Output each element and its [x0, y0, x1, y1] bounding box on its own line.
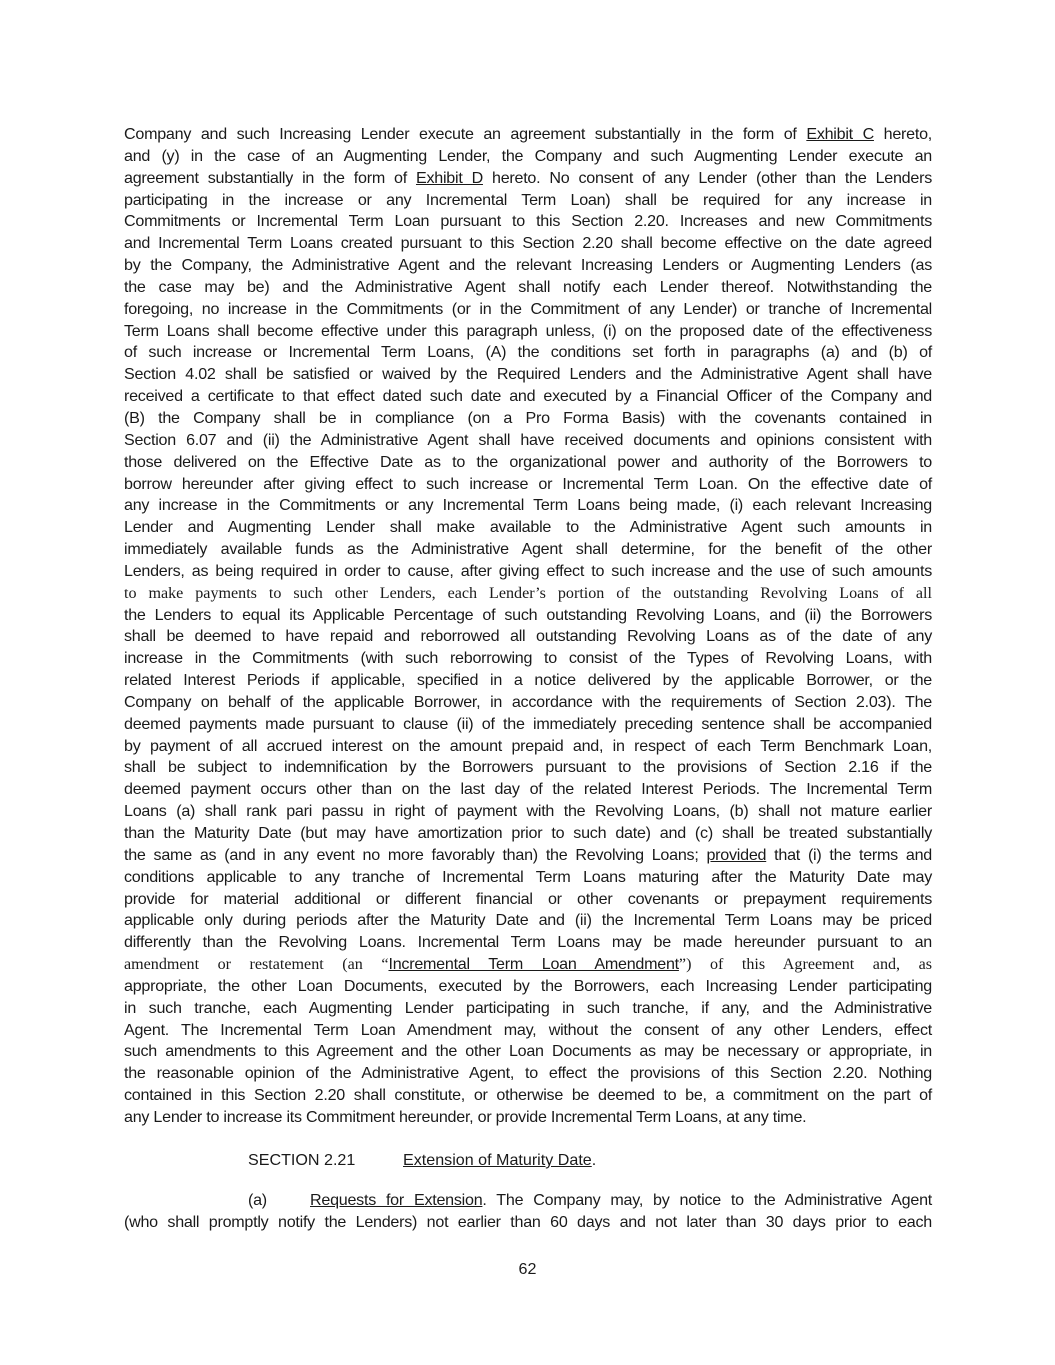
- text-line: [124, 867, 932, 889]
- text-segment: and Incremental Term Loans created pursuant to this Section 2.20 shall become effective on the date agreed: [124, 234, 932, 253]
- text-segment: amendment or restatement (an “: [124, 956, 389, 974]
- text-line: [124, 474, 932, 496]
- text-segment: deemed payments made pursuant to clause (ii) of the immediately preceding sentence shall be accompanied: [124, 714, 932, 733]
- text-line: [124, 648, 932, 670]
- text-segment: applicable only during periods after the Maturity Date and (ii) the Incremental Term Loans may be priced: [124, 911, 932, 930]
- paragraph-a-line-2: (who shall promptly notify the Lenders) not earlier than 60 days and not later than 30 days prior to each: [124, 1212, 932, 1231]
- text-segment: contained in this Section 2.20 shall constitute, or otherwise be deemed to be, a commitment on the part of: [124, 1086, 932, 1105]
- text-segment: hereto,: [873, 125, 932, 143]
- text-line: [124, 255, 932, 277]
- text-segment: any Lender to increase its Commitment hereunder, or provide Incremental Term Loans, at any time.: [124, 1107, 807, 1126]
- text-segment: differently than the Revolving Loans. Incremental Term Loans may be made hereunder pursuant to an: [124, 933, 932, 952]
- text-segment: any increase in the Commitments or any Incremental Term Loans being made, (i) each relevant Increasing: [124, 496, 932, 515]
- text-segment: Lender and Augmenting Lender shall make available to the Administrative Agent such amounts in: [124, 518, 932, 537]
- text-line: [124, 190, 932, 212]
- section-title: Extension of Maturity Date: [403, 1151, 592, 1169]
- text-segment: by payment of all accrued interest on the amount prepaid and, in respect of each Term Benchmark Loan,: [124, 736, 932, 755]
- text-segment: agreement substantially in the form of: [124, 168, 416, 187]
- text-segment: Loans (a) shall rank pari passu in right of payment with the Revolving Loans, (b) shall not mature earlier: [124, 802, 932, 821]
- text-line: [124, 430, 932, 452]
- text-segment: to make payments to such other Lenders, each Lender’s portion of the outstanding Revolving Loans of all: [124, 584, 932, 602]
- text-line: [124, 1085, 932, 1107]
- text-segment: related Interest Periods if applicable, specified in a notice delivered by the applicable Borrower, or the: [124, 671, 932, 690]
- text-segment: such amendments to this Agreement and the other Loan Documents as may be necessary or appropriate, in: [124, 1042, 932, 1061]
- text-segment: by the Company, the Administrative Agent and the relevant Increasing Lenders or Augmenting Lenders (as: [124, 256, 932, 275]
- text-line: [124, 299, 932, 321]
- text-line: [124, 976, 932, 998]
- text-segment: the case may be) and the Administrative Agent shall notify each Lender thereof. Notwithstanding the: [124, 277, 932, 296]
- text-line: [124, 954, 932, 976]
- text-segment: Section 4.02 shall be satisfied or waived by the Required Lenders and the Administrative Agent shall have: [124, 365, 932, 384]
- text-line: [124, 452, 932, 474]
- text-segment: increase in the Commitments (with such reborrowing to consist of the Types of Revolving Loans, with: [124, 649, 932, 668]
- text-line: [124, 626, 932, 648]
- text-line: [124, 211, 932, 233]
- text-segment: Agent. The Incremental Term Loan Amendment may, without the consent of any other Lenders, effect: [124, 1020, 932, 1039]
- text-line: [124, 517, 932, 539]
- text-line: [124, 1107, 932, 1129]
- text-segment: in such tranche, each Augmenting Lender participating in such tranche, if any, and the Administrative: [124, 998, 932, 1017]
- text-line: [124, 779, 932, 801]
- text-segment: shall be deemed to have repaid and reborrowed all outstanding Revolving Loans as of the date of any: [124, 627, 932, 646]
- text-segment: the reasonable opinion of the Administrative Agent, to effect the provisions of this Section 2.20. Nothing: [124, 1064, 932, 1083]
- text-line: [124, 889, 932, 911]
- text-line: [124, 736, 932, 758]
- defined-term: Exhibit C: [806, 125, 874, 143]
- text-segment: shall be subject to indemnification by the Borrowers pursuant to the provisions of Section 2.16 if the: [124, 758, 932, 777]
- text-line: [124, 1020, 932, 1042]
- text-segment: Commitments or Incremental Term Loan pursuant to this Section 2.20. Increases and new Commitments: [124, 212, 932, 231]
- text-segment: conditions applicable to any tranche of Incremental Term Loans maturing after the Maturity Date may: [124, 867, 932, 886]
- text-segment: Company and such Increasing Lender execute an agreement substantially in the form of: [124, 125, 807, 143]
- text-segment: the Lenders to equal its Applicable Percentage of such outstanding Revolving Loans, and (ii) the Borrowers: [124, 605, 932, 624]
- text-segment: immediately available funds as the Administrative Agent shall determine, for the benefit of the other: [124, 540, 932, 559]
- text-segment: received a certificate to that effect dated such date and executed by a Financial Officer of the Company and: [124, 387, 932, 406]
- text-segment: of such increase or Incremental Term Loans, (A) the conditions set forth in paragraphs (a) and (b) of: [124, 343, 932, 362]
- page-number: 62: [518, 1260, 537, 1278]
- text-segment: those delivered on the Effective Date as to the organizational power and authority of the Borrowers to: [124, 452, 932, 471]
- text-line: [124, 932, 932, 954]
- defined-term: provided: [706, 845, 767, 864]
- text-segment: Company on behalf of the applicable Borrower, in accordance with the requirements of Section 2.03). The: [124, 692, 932, 711]
- paragraph-text: . The Company may, by notice to the Administrative Agent: [482, 1191, 932, 1209]
- defined-term: Incremental Term Loan Amendment: [388, 955, 679, 974]
- text-line: [124, 386, 932, 408]
- text-segment: Term Loans shall become effective under this paragraph unless, (i) on the proposed date of the effectiveness: [124, 321, 932, 340]
- section-number: SECTION 2.21: [248, 1151, 356, 1169]
- paragraph-marker: (a): [248, 1191, 267, 1209]
- text-segment: hereto. No consent of any Lender (other than the Lenders: [482, 168, 932, 187]
- text-segment: the same as (and in any event no more favorably than) the Revolving Loans;: [124, 845, 707, 864]
- text-line: [124, 692, 932, 714]
- paragraph-a-line-1: [124, 1190, 932, 1212]
- text-segment: foregoing, no increase in the Commitments (or in the Commitment of any Lender) or tranche of Incremental: [124, 299, 932, 318]
- text-line: [124, 845, 932, 867]
- text-line: [124, 124, 932, 146]
- text-line: [124, 998, 932, 1020]
- text-line: [124, 233, 932, 255]
- text-segment: appropriate, the other Loan Documents, executed by the Borrowers, each Increasing Lender participating: [124, 976, 932, 995]
- text-line: [124, 408, 932, 430]
- text-segment: and (y) in the case of an Augmenting Lender, the Company and such Augmenting Lender execute an: [124, 146, 932, 165]
- text-line: [124, 364, 932, 386]
- text-line: [124, 670, 932, 692]
- defined-term: Exhibit D: [415, 168, 483, 187]
- text-line: [124, 561, 932, 583]
- paragraph-title: Requests for Extension: [310, 1191, 483, 1209]
- text-line: [124, 1041, 932, 1063]
- section-2-20-continuation: [124, 124, 932, 1129]
- text-line: [124, 910, 932, 932]
- section-heading: [248, 1149, 596, 1171]
- text-line: [124, 1063, 932, 1085]
- text-segment: ”) of this Agreement and, as: [678, 956, 933, 974]
- text-line: [124, 801, 932, 823]
- text-line: [124, 277, 932, 299]
- text-segment: participating in the increase or any Incremental Term Loan) shall be required for any increase in: [124, 190, 932, 209]
- text-segment: deemed payment occurs other than on the last day of the related Interest Periods. The Incremental Term: [124, 780, 932, 799]
- text-line: [124, 823, 932, 845]
- text-line: [124, 583, 932, 605]
- text-segment: Lenders, as being required in order to cause, after giving effect to such increase and the use of such amounts: [124, 561, 932, 580]
- text-line: [124, 605, 932, 627]
- text-segment: that (i) the terms and: [766, 845, 932, 864]
- text-line: [124, 168, 932, 190]
- section-title-suffix: .: [591, 1151, 597, 1169]
- text-line: [124, 757, 932, 779]
- text-segment: borrow hereunder after giving effect to such increase or Incremental Term Loan. On the effective date of: [124, 474, 932, 493]
- text-segment: than the Maturity Date (but may have amortization prior to such date) and (c) shall be treated substantially: [124, 824, 932, 842]
- text-line: [124, 495, 932, 517]
- text-line: [124, 321, 932, 343]
- text-line: [124, 146, 932, 168]
- text-segment: Section 6.07 and (ii) the Administrative Agent shall have received documents and opinions consistent with: [124, 430, 932, 449]
- text-segment: provide for material additional or different financial or other covenants or prepayment requirements: [124, 889, 932, 908]
- text-line: [124, 714, 932, 736]
- text-line: [124, 539, 932, 561]
- paragraph-a: [124, 1190, 932, 1234]
- text-line: [124, 342, 932, 364]
- text-segment: (B) the Company shall be in compliance (on a Pro Forma Basis) with the covenants contained in: [124, 408, 932, 427]
